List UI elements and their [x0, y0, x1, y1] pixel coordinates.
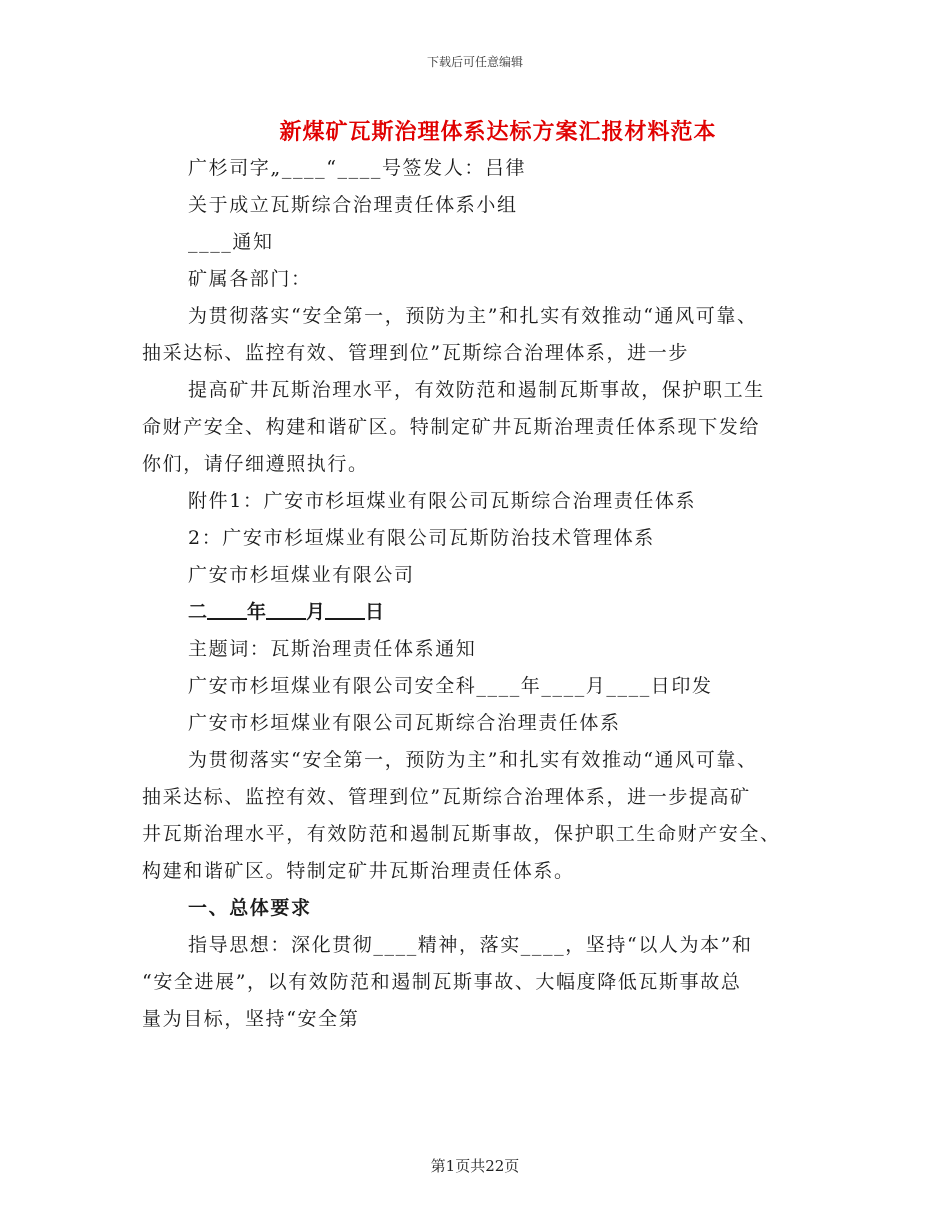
document-line: 附件1：广安市杉垣煤业有限公司瓦斯综合治理责任体系	[188, 490, 697, 512]
document-line: 抽采达标、监控有效、管理到位”瓦斯综合治理体系，进一步	[142, 342, 689, 364]
date-blank	[207, 598, 247, 620]
date-line: 二 年 月 日	[142, 594, 822, 631]
page-number: 第1页共22页	[430, 1157, 520, 1175]
date-blank	[325, 598, 365, 620]
document-line: 关于成立瓦斯综合治理责任体系小组	[188, 194, 518, 216]
document-line: 抽采达标、监控有效、管理到位”瓦斯综合治理体系，进一步提高矿	[142, 786, 751, 808]
document-line: 提高矿井瓦斯治理水平，有效防范和遏制瓦斯事故，保护职工生	[188, 379, 765, 401]
document-line: 井瓦斯治理水平，有效防范和遏制瓦斯事故，保护职工生命财产安全、	[142, 823, 781, 845]
document-line: 2：广安市杉垣煤业有限公司瓦斯防治技术管理体系	[188, 527, 655, 549]
date-blank	[266, 598, 306, 620]
document-line: 为贯彻落实“安全第一，预防为主”和扎实有效推动“通风可靠、	[188, 749, 758, 771]
document-line: 指导思想：深化贯彻____精神，落实____，坚持“以人为本”和	[188, 934, 753, 956]
document-line: 广安市杉垣煤业有限公司安全科____年____月____日印发	[188, 675, 713, 697]
section-heading: 一、总体要求	[188, 897, 312, 919]
header-note: 下载后可任意编辑	[426, 55, 523, 69]
document-line: 主题词：瓦斯治理责任体系通知	[188, 638, 477, 660]
document-body	[142, 150, 822, 1038]
document-line: 为贯彻落实“安全第一，预防为主”和扎实有效推动“通风可靠、	[188, 305, 758, 327]
document-line: 量为目标，坚持“安全第	[142, 1008, 360, 1030]
document-title: 新煤矿瓦斯治理体系达标方案汇报材料范本	[279, 119, 717, 145]
document-line: 命财产安全、构建和谐矿区。特制定矿井瓦斯治理责任体系现下发给	[142, 416, 761, 438]
document-line: 矿属各部门：	[188, 268, 312, 290]
document-line: 广安市杉垣煤业有限公司瓦斯综合治理责任体系	[188, 712, 621, 734]
document-line: 构建和谐矿区。特制定矿井瓦斯治理责任体系。	[142, 860, 575, 882]
document-line: ____通知	[188, 231, 274, 253]
document-line: 广安市杉垣煤业有限公司	[188, 564, 415, 586]
document-line: “安全进展”，以有效防范和遏制瓦斯事故、大幅度降低瓦斯事故总	[142, 971, 742, 993]
document-line: 你们，请仔细遵照执行。	[142, 453, 369, 475]
document-line: 广杉司字„____“____号签发人：吕律	[188, 157, 527, 179]
